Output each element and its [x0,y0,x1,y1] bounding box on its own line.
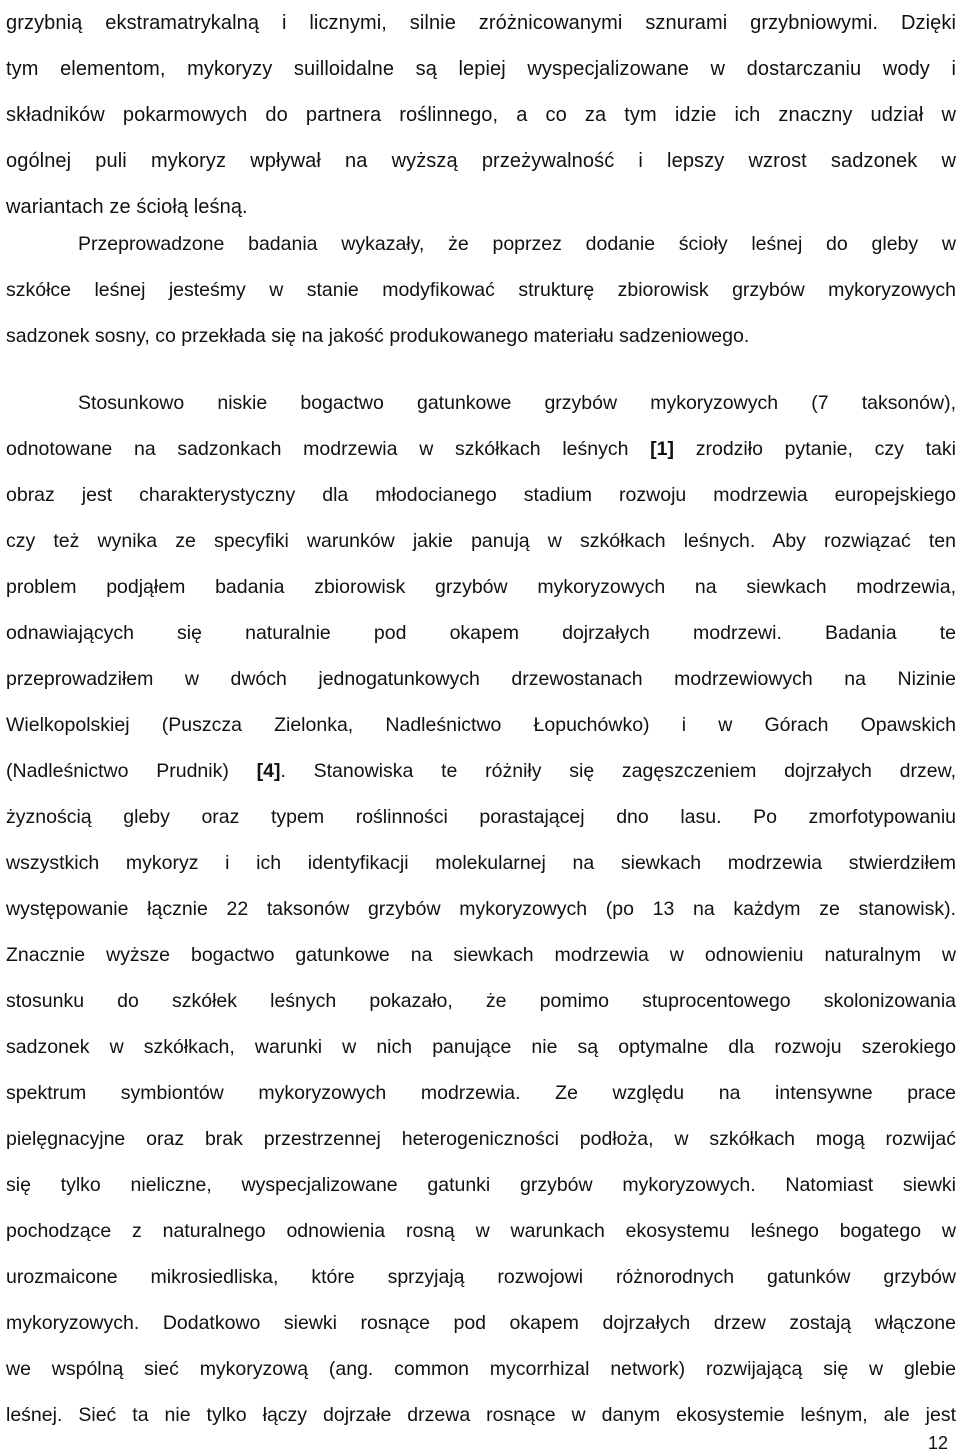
text-run: czy też wynika ze specyfiki warunków jakie panują w szkółkach leśnych. Aby rozwiązać ten [6,530,956,552]
text-run: zrodziło pytanie, czy taki [674,438,956,460]
paragraph-continuation [6,0,956,230]
text-run: pielęgnacyjne oraz brak przestrzennej heterogeniczności podłoża, w szkółkach mogą rozwijać [6,1128,956,1150]
text-run: Znacznie wyższe bogactwo gatunkowe na siewkach modrzewia w odnowieniu naturalnym w [6,944,956,966]
text-run: leśnej. Sieć ta nie tylko łączy dojrzałe drzewa rosnące w danym ekosystemie leśnym, ale jest [6,1404,956,1426]
text-line [6,1254,956,1300]
text-line [6,1300,956,1346]
text-run: się tylko nieliczne, wyspecjalizowane gatunki grzybów mykoryzowych. Natomiast siewki [6,1174,956,1196]
text-line [6,1392,956,1438]
paragraph-conclusion [6,221,956,359]
text-line: Przeprowadzone badania wykazały, że poprzez dodanie ścioły leśnej do gleby w [78,233,956,255]
text-line [6,380,956,426]
text-run: przeprowadziłem w dwóch jednogatunkowych drzewostanach modrzewiowych na Nizinie [6,668,956,690]
text-line [6,472,956,518]
text-run: odnotowane na sadzonkach modrzewia w szkółkach leśnych [6,438,651,460]
text-run: odnawiających się naturalnie pod okapem dojrzałych modrzewi. Badania te [6,622,956,644]
text-line: składników pokarmowych do partnera roślinnego, a co za tym idzie ich znaczny udział w [6,104,956,126]
text-line [6,886,956,932]
text-run: występowanie łącznie 22 taksonów grzybów mykoryzowych (po 13 na każdym ze stanowisk). [6,898,956,920]
text-line [6,1346,956,1392]
text-line [6,978,956,1024]
text-line: grzybnią ekstramatrykalną i licznymi, silnie zróżnicowanymi sznurami grzybniowymi. Dzięki [6,12,956,34]
text-line [6,610,956,656]
text-line [6,932,956,978]
text-line [6,426,956,472]
text-run: problem podjąłem badania zbiorowisk grzybów mykoryzowych na siewkach modrzewia, [6,576,956,598]
text-run: Wielkopolskiej (Puszcza Zielonka, Nadleśnictwo Łopuchówko) i w Górach Opawskich [6,714,956,736]
citation-reference: [1] [650,438,675,460]
text-run: pochodzące z naturalnego odnowienia rosną w warunkach ekosystemu leśnego bogatego w [6,1220,956,1242]
text-run: obraz jest charakterystyczny dla młodocianego stadium rozwoju modrzewia europejskiego [6,484,956,506]
text-line [6,656,956,702]
text-run: . Stanowiska te różniły się zagęszczeniem dojrzałych drzew, [280,760,956,782]
text-line [6,518,956,564]
text-line: wariantach ze ściołą leśną. [6,196,248,218]
citation-reference: [4] [256,760,281,782]
text-run: we wspólną sieć mykoryzową (ang. common mycorrhizal network) rozwijającą się w glebie [6,1358,956,1380]
text-line [6,1116,956,1162]
text-line: szkółce leśnej jesteśmy w stanie modyfikować strukturę zbiorowisk grzybów mykoryzowych [6,279,956,301]
text-line [6,794,956,840]
text-line [6,1162,956,1208]
text-run: urozmaicone mikrosiedliska, które sprzyjają rozwojowi różnorodnych gatunków grzybów [6,1266,956,1288]
text-line [6,840,956,886]
text-line [6,564,956,610]
page-number: 12 [927,1433,948,1453]
text-line: ogólnej puli mykoryz wpływał na wyższą przeżywalność i lepszy wzrost sadzonek w [6,150,956,172]
paragraph-research [6,380,956,1438]
text-run: żyznością gleby oraz typem roślinności porastającej dno lasu. Po zmorfotypowaniu [6,806,956,828]
text-run: (Nadleśnictwo Prudnik) [6,760,257,782]
text-line [6,1070,956,1116]
text-line: tym elementom, mykoryzy suilloidalne są lepiej wyspecjalizowane w dostarczaniu wody i [6,58,956,80]
text-line: sadzonek sosny, co przekłada się na jakość produkowanego materiału sadzeniowego. [6,325,750,347]
text-line [6,1024,956,1070]
text-run: stosunku do szkółek leśnych pokazało, że pomimo stuprocentowego skolonizowania [6,990,956,1012]
text-run: Stosunkowo niskie bogactwo gatunkowe grzybów mykoryzowych (7 taksonów), [78,392,956,414]
text-line [6,748,956,794]
text-run: sadzonek w szkółkach, warunki w nich panujące nie są optymalne dla rozwoju szerokiego [6,1036,956,1058]
text-run: wszystkich mykoryz i ich identyfikacji molekularnej na siewkach modrzewia stwierdziłem [6,852,956,874]
text-run: mykoryzowych. Dodatkowo siewki rosnące pod okapem dojrzałych drzew zostają włączone [6,1312,956,1334]
text-line [6,1208,956,1254]
text-line [6,702,956,748]
text-run: spektrum symbiontów mykoryzowych modrzewia. Ze względu na intensywne prace [6,1082,956,1104]
